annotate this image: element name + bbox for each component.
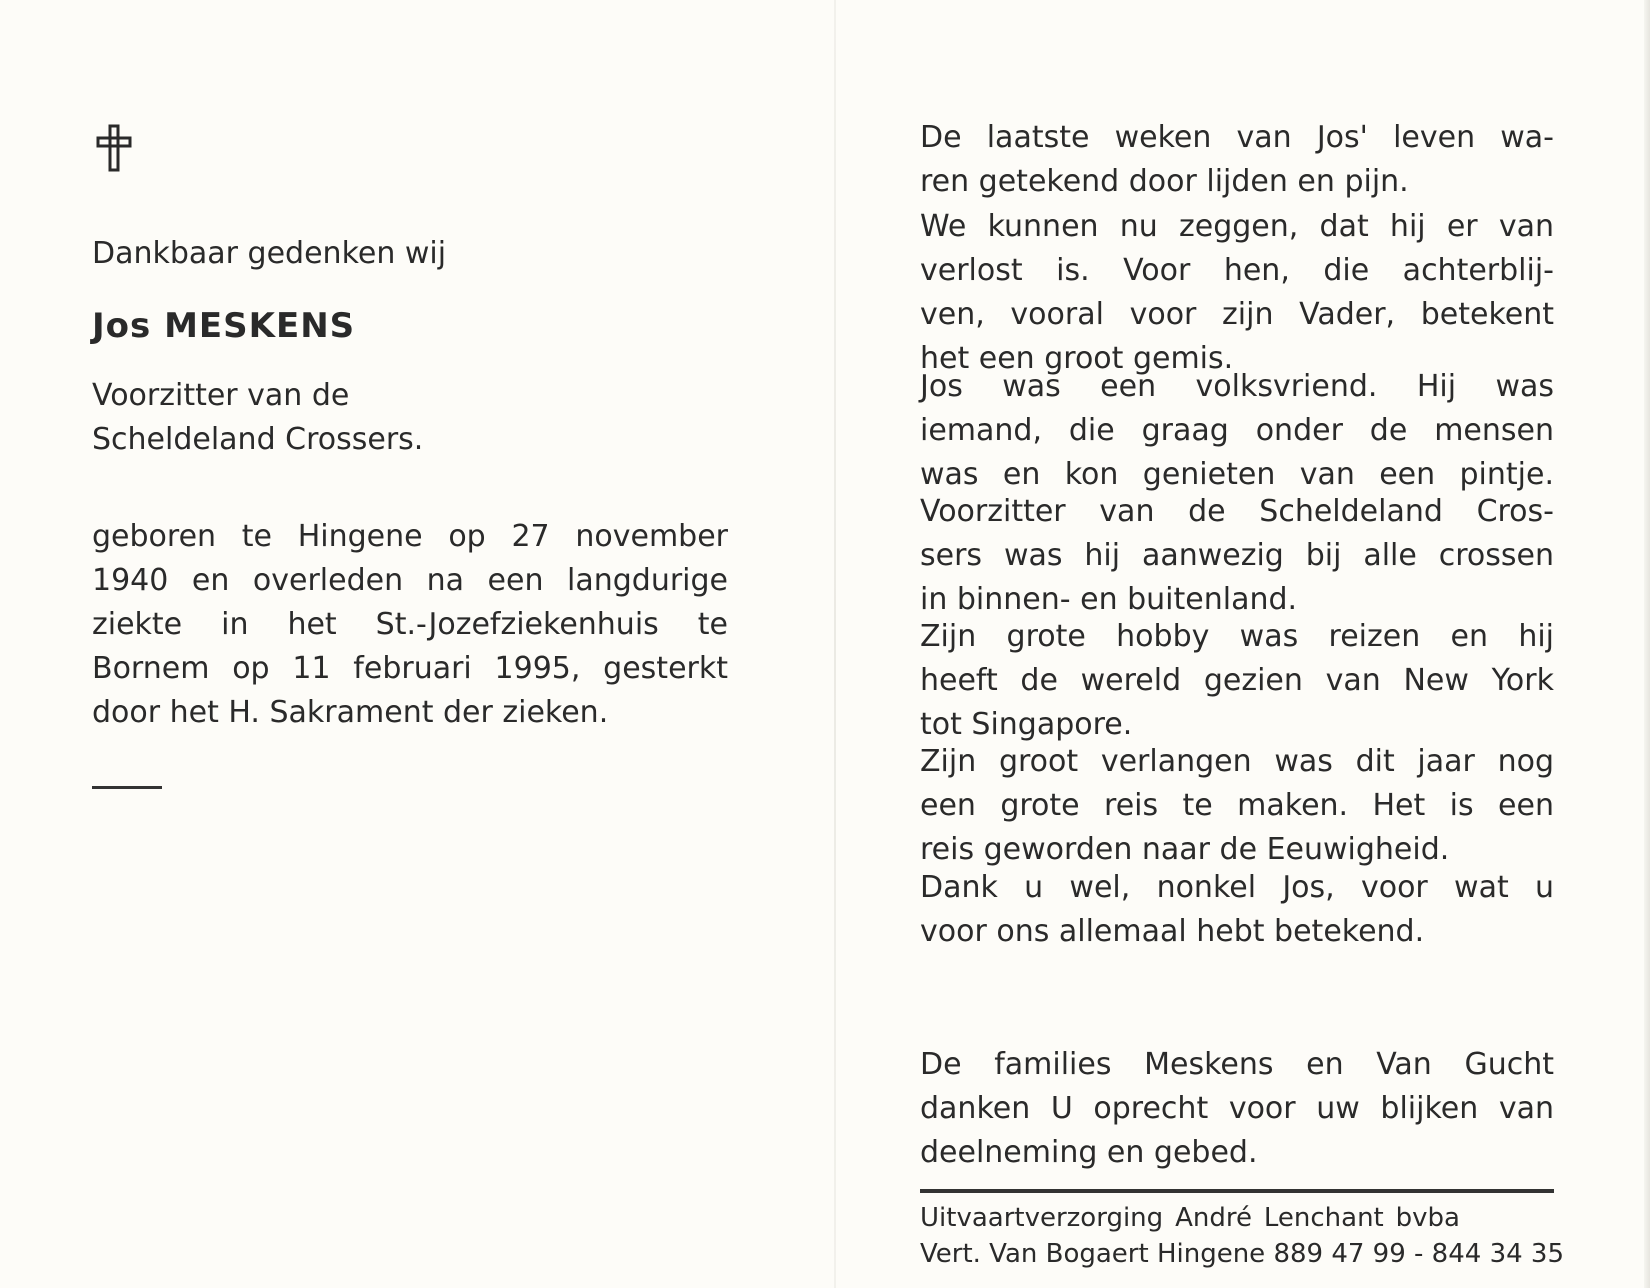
paragraph [920, 866, 1554, 954]
footer-line: Uitvaartverzorging André Lenchant bvba [920, 1203, 1460, 1233]
text-line: verlost is. Voor hen, die achterblij- [920, 253, 1554, 288]
biography [92, 515, 728, 735]
text-line: iemand, die graag onder de mensen [920, 413, 1554, 448]
paragraph [920, 615, 1554, 747]
page-edge [1644, 0, 1650, 1288]
thanks-paragraph [920, 1043, 1554, 1175]
text-line: Zijn groot verlangen was dit jaar nog [920, 744, 1554, 779]
footer-rule [920, 1189, 1554, 1193]
separator-dash [92, 786, 162, 789]
text-line: voor ons allemaal hebt betekend. [920, 914, 1425, 949]
role-line: Voorzitter van de [92, 378, 350, 413]
role-line: Scheldeland Crossers. [92, 422, 424, 457]
text-line: De laatste weken van Jos' leven wa- [920, 120, 1554, 155]
paragraph [920, 365, 1554, 497]
text-line: tot Singapore. [920, 707, 1133, 742]
text-line: Dank u wel, nonkel Jos, voor wat u [920, 870, 1554, 905]
bio-line: door het H. Sakrament der zieken. [92, 695, 609, 730]
text-line: reis geworden naar de Eeuwigheid. [920, 832, 1450, 867]
text-line: in binnen- en buitenland. [920, 582, 1298, 617]
text-line: Voorzitter van de Scheldeland Cros- [920, 494, 1554, 529]
text-line: was en kon genieten van een pintje. [920, 457, 1554, 492]
text-line: ven, vooral voor zijn Vader, betekent [920, 297, 1554, 332]
text-line: een grote reis te maken. Het is een [920, 788, 1554, 823]
text-line: deelneming en gebed. [920, 1135, 1258, 1170]
text-line: Zijn grote hobby was reizen en hij [920, 619, 1554, 654]
text-line: het een groot gemis. [920, 341, 1234, 376]
text-line: Jos was een volksvriend. Hij was [920, 369, 1554, 404]
text-line: danken U oprecht voor uw blijken van [920, 1091, 1554, 1126]
fold-line [834, 0, 836, 1288]
text-line: ren getekend door lijden en pijn. [920, 164, 1409, 199]
paragraph [920, 205, 1554, 381]
footer-line: Vert. Van Bogaert Hingene 889 47 99 - 844 34 35 [920, 1239, 1564, 1269]
funeral-director [920, 1200, 1564, 1272]
text-line: De families Meskens en Van Gucht [920, 1047, 1554, 1082]
text-line: We kunnen nu zeggen, dat hij er van [920, 209, 1554, 244]
bio-line: Bornem op 11 februari 1995, gesterkt [92, 651, 728, 686]
bio-line: ziekte in het St.-Jozefziekenhuis te [92, 607, 728, 642]
paragraph [920, 740, 1554, 872]
bio-line: 1940 en overleden na een langdurige [92, 563, 728, 598]
text-line: heeft de wereld gezien van New York [920, 663, 1554, 698]
intro-text: Dankbaar gedenken wij [92, 236, 447, 271]
paragraph [920, 116, 1554, 204]
bio-line: geboren te Hingene op 27 november [92, 519, 728, 554]
cross-icon [96, 124, 132, 172]
deceased-name: Jos MESKENS [92, 306, 356, 346]
paragraph [920, 490, 1554, 622]
text-line: sers was hij aanwezig bij alle crossen [920, 538, 1554, 573]
